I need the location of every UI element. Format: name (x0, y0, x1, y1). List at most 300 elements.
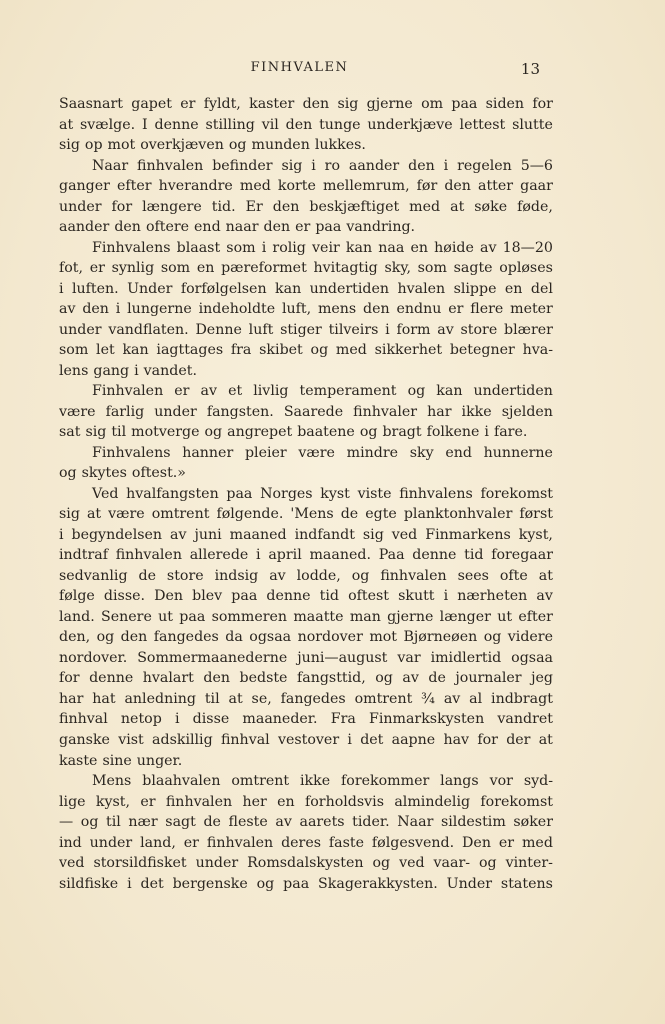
word: tunge (319, 116, 361, 133)
word: av (443, 690, 461, 707)
text-line (59, 874, 553, 895)
word: kyst, (95, 793, 130, 810)
word: vist (118, 731, 144, 748)
word: under (89, 834, 133, 851)
word: mot (369, 629, 398, 646)
word: slippe (453, 280, 497, 297)
word: befinder (212, 157, 273, 174)
word: og (59, 465, 77, 482)
word: oftest (348, 588, 389, 605)
word: siden (485, 96, 525, 112)
word: under (195, 855, 239, 872)
word: efter (518, 608, 553, 625)
word: ganger (59, 178, 110, 195)
word: omtrent (151, 506, 210, 523)
word: Senere (101, 608, 152, 625)
word: som (160, 260, 191, 277)
word: end (194, 219, 221, 236)
text-line (59, 771, 553, 792)
word: aarets (299, 814, 345, 831)
word: en (504, 280, 523, 297)
word: se, (251, 690, 272, 707)
word: under (59, 321, 102, 338)
word: ikke (300, 773, 331, 790)
text-line (59, 792, 553, 813)
word: er (448, 301, 464, 318)
word: høide (434, 239, 474, 256)
word: for (59, 670, 80, 687)
word: angrepet (227, 424, 293, 441)
word: i (59, 280, 64, 297)
word: almindelig (394, 793, 471, 810)
word: hvitagtig (313, 260, 378, 277)
word: i (385, 321, 390, 338)
word: at (86, 506, 102, 523)
word: denne (266, 588, 311, 605)
word: med (239, 178, 271, 195)
word: korte (277, 178, 316, 195)
word: Bjørneøen (403, 629, 478, 646)
word: sildfiske (59, 875, 119, 892)
word: og (256, 875, 275, 892)
text-line (59, 730, 553, 751)
word: der (506, 731, 531, 748)
word: skytes (81, 465, 127, 482)
word: motverge (131, 424, 200, 441)
word: ro (324, 157, 340, 174)
word: længer (439, 608, 491, 625)
word: til (111, 424, 127, 441)
word: fleste (228, 814, 268, 831)
word: disse (192, 711, 230, 728)
word: at (450, 198, 465, 215)
word: i (134, 362, 139, 379)
word: vandet. (143, 362, 197, 379)
word: lungerne (127, 301, 192, 318)
word: finhvalen (137, 157, 204, 174)
word: ofte (499, 567, 528, 584)
text-line (59, 443, 553, 464)
word: av (59, 301, 76, 318)
word: var (397, 649, 421, 666)
word: ikke (461, 403, 492, 420)
word: Finhvalens (92, 444, 171, 461)
word: er (89, 260, 105, 277)
word: og (375, 670, 393, 687)
word: som (226, 239, 256, 256)
word: en (410, 239, 428, 256)
word: kan (275, 280, 302, 297)
word: aander (59, 219, 110, 236)
word: hvalen (397, 280, 446, 297)
word: paa (231, 588, 258, 605)
word: deres (281, 834, 321, 851)
word: tid (464, 547, 484, 564)
word: lettest (459, 116, 506, 133)
word: underkjæve (367, 116, 453, 133)
word: her (242, 793, 267, 810)
word: og (359, 424, 378, 441)
word: nordover. (59, 649, 128, 666)
word: Er (245, 198, 263, 215)
word: beskjæftiget (309, 198, 400, 215)
word: ind (59, 834, 82, 851)
word: finhvalen (206, 834, 274, 851)
word: store (166, 567, 204, 584)
word: før (416, 178, 438, 195)
word: hverandre (158, 178, 233, 195)
word: i (59, 526, 64, 543)
word: paa (451, 96, 478, 112)
word: Under (446, 875, 493, 892)
word: sig (337, 96, 359, 112)
word: mens (317, 301, 357, 318)
word: Mens (92, 773, 132, 790)
word: gjerne (387, 608, 434, 625)
word: vor (489, 773, 513, 790)
word: blev (192, 588, 223, 605)
word: paa (315, 219, 342, 236)
word: ¾ (421, 690, 435, 707)
word: gjerne (366, 96, 413, 112)
word: langs (440, 773, 479, 790)
word: 5—6 (520, 157, 553, 174)
word: kyst (320, 485, 350, 502)
word: hanner (182, 444, 234, 461)
word: er (140, 793, 156, 810)
word: er (183, 834, 199, 851)
word: planktonhvaler (403, 506, 513, 523)
word: for (111, 198, 133, 215)
word: av (402, 670, 419, 687)
word: paa (226, 485, 253, 502)
word: hva- (522, 342, 553, 359)
word: bedste (239, 670, 288, 687)
word: sat (59, 424, 81, 441)
word: sikkerhet (374, 342, 443, 359)
word: ved (399, 855, 425, 872)
word: pleier (244, 444, 287, 461)
word: i (443, 588, 449, 605)
word: og (96, 629, 115, 646)
word: sine (102, 752, 132, 769)
word: ved (59, 855, 85, 872)
word: stilling (205, 116, 255, 133)
text-line (59, 320, 553, 341)
word: mellemrum, (322, 178, 410, 195)
word: kan (436, 383, 463, 400)
word: sildestim (440, 814, 506, 831)
word: sees (457, 567, 489, 584)
text-line (59, 238, 553, 259)
word: sagt (165, 814, 196, 831)
word: ut (497, 608, 513, 625)
word: atter (478, 178, 514, 195)
text-line (59, 751, 553, 772)
word: hat (92, 690, 116, 707)
word: naa (378, 239, 405, 256)
word: stiger (280, 321, 322, 338)
word: at (538, 731, 553, 748)
word: foregaar (491, 547, 553, 564)
word: vandflaten. (108, 321, 189, 338)
text-line (59, 381, 553, 402)
word: end (445, 444, 472, 461)
body-text (59, 94, 553, 894)
word: fare. (493, 424, 528, 441)
word: finhvalen (115, 547, 182, 564)
word: 'Mens (290, 506, 334, 523)
word: Den (154, 588, 184, 605)
word: indbragt (491, 690, 553, 707)
word: den (408, 157, 435, 174)
word: lodde, (296, 567, 341, 584)
text-line (59, 668, 553, 689)
word: forholdsvis (305, 793, 384, 810)
text-line (59, 853, 553, 874)
word: gaar (520, 178, 553, 195)
word: synlig (111, 260, 155, 277)
word: fyldt, (203, 96, 241, 112)
word: og (351, 567, 370, 584)
word: at (538, 567, 553, 584)
word: gapet (131, 96, 172, 112)
word: Saasnart (59, 96, 123, 112)
word: være (108, 506, 145, 523)
word: av (536, 588, 553, 605)
word: vandret (497, 711, 553, 728)
word: endnu (396, 301, 442, 318)
word: forekomst (480, 793, 553, 810)
word: farlig (105, 403, 145, 420)
word: i (261, 239, 267, 256)
word: og (204, 424, 223, 441)
word: man (349, 608, 381, 625)
word: flere (470, 301, 504, 318)
word: av (479, 239, 497, 256)
word: op (84, 137, 103, 154)
word: let (96, 342, 115, 359)
word: juni—august (297, 649, 388, 666)
word: har (59, 690, 84, 707)
word: naar (225, 219, 259, 236)
word: tilveirs (328, 321, 379, 338)
word: syd- (523, 773, 553, 790)
word: den (302, 96, 330, 112)
text-line (59, 812, 553, 833)
word: store (460, 321, 498, 338)
word: av (170, 526, 187, 543)
text-line (59, 504, 553, 525)
word: er (498, 834, 515, 851)
word: lukkes. (314, 137, 366, 154)
word: har (427, 403, 452, 420)
word: da (225, 629, 243, 646)
word: i (347, 731, 352, 748)
word: denne (89, 670, 134, 687)
word: en (196, 260, 215, 277)
word: maaned (229, 526, 287, 543)
word: oftest.» (131, 465, 186, 482)
word: av (437, 321, 454, 338)
word: først (519, 506, 553, 523)
word: vil (261, 116, 279, 133)
word: for (532, 96, 553, 112)
word: temperament (299, 383, 397, 400)
word: maaned. (309, 547, 371, 564)
text-line (59, 566, 553, 587)
word: den (444, 178, 471, 195)
page-number: 13 (520, 60, 540, 78)
word: folkene (426, 424, 480, 441)
word: I (142, 116, 148, 133)
word: viste (357, 485, 392, 502)
text-line (59, 361, 553, 382)
word: til (106, 814, 121, 831)
word: i (115, 301, 121, 318)
text-line (59, 709, 553, 730)
word: undertiden (309, 280, 390, 297)
word: efter (117, 178, 152, 195)
word: oftere (145, 219, 190, 236)
word: og (479, 855, 497, 872)
word: være (298, 444, 335, 461)
word: vaar- (433, 855, 471, 872)
word: baatene (297, 424, 355, 441)
word: den (114, 219, 141, 236)
word: ogsaa (511, 649, 553, 666)
text-line (59, 833, 553, 854)
word: Fra (330, 711, 356, 728)
word: blaahvalen (142, 773, 221, 790)
text-line (59, 115, 553, 136)
word: om (421, 96, 444, 112)
word: de (428, 670, 446, 687)
word: Denne (195, 321, 242, 338)
word: kaster (249, 96, 295, 112)
word: jeg (531, 670, 553, 687)
word: Paa (378, 547, 405, 564)
word: ganske (59, 731, 110, 748)
word: sjelden (501, 403, 553, 420)
word: kan (345, 239, 373, 256)
word: finhvaler (353, 403, 418, 420)
word: ved (391, 526, 418, 543)
word: Finhvalen (92, 383, 164, 400)
text-line (59, 463, 553, 484)
text-line (59, 525, 553, 546)
word: sig (362, 526, 384, 543)
text-line (59, 402, 553, 423)
text-line (59, 340, 553, 361)
word: søker (513, 814, 553, 831)
word: fangsttid, (296, 670, 366, 687)
word: bergenske (172, 875, 248, 892)
text-line (59, 422, 553, 443)
word: indtraf (59, 547, 108, 564)
word: sig (281, 157, 303, 174)
word: Naar (397, 814, 434, 831)
word: til (204, 690, 220, 707)
word: veir (312, 239, 340, 256)
word: den (263, 219, 291, 236)
text-line (59, 279, 553, 300)
word: lige (59, 793, 86, 810)
word: ogsaa (249, 629, 292, 646)
word: opløses (499, 260, 553, 277)
word: indsig (214, 567, 259, 584)
word: sedvanlig (59, 567, 128, 584)
word: undertiden (473, 383, 553, 400)
word: en (277, 793, 295, 810)
word: del (530, 280, 553, 297)
word: i (484, 424, 489, 441)
word: nordover (297, 629, 363, 646)
word: i (256, 547, 261, 564)
text-line (59, 484, 553, 505)
word: — (59, 814, 74, 831)
word: den, (59, 629, 91, 646)
word: paa (283, 875, 310, 892)
word: statens (500, 875, 553, 892)
word: allerede (189, 547, 249, 564)
word: med (521, 834, 553, 851)
word: 18—20 (502, 239, 553, 256)
word: indeholdte (198, 301, 276, 318)
word: regelen (457, 157, 512, 174)
word: følgesvend. (371, 834, 455, 851)
word: som (417, 260, 447, 277)
running-title: FINHVALEN (250, 60, 349, 75)
word: blærer (504, 321, 553, 338)
word: og (228, 137, 247, 154)
word: Finmarkskysten (368, 711, 485, 728)
word: vestover (277, 731, 340, 748)
word: rolig (272, 239, 306, 256)
word: de (340, 506, 359, 523)
word: tid. (211, 198, 236, 215)
word: form (396, 321, 431, 338)
word: for (477, 731, 498, 748)
word: den (120, 629, 148, 646)
word: skutt (398, 588, 435, 605)
word: tid (319, 588, 339, 605)
word: med (335, 342, 367, 359)
word: av (200, 383, 217, 400)
word: under (154, 403, 197, 420)
word: at (59, 116, 74, 133)
text-line (59, 156, 553, 177)
word: luft (248, 321, 274, 338)
word: storsildfisket (93, 855, 187, 872)
word: fot, (59, 260, 84, 277)
word: av (275, 814, 292, 831)
word: kyst, (518, 526, 553, 543)
word: maatte (293, 608, 344, 625)
word: vinter- (505, 855, 553, 872)
word: og (407, 383, 426, 400)
word: indfandt (294, 526, 355, 543)
word: tider. (352, 814, 390, 831)
word: maaneder. (242, 711, 318, 728)
word: i (311, 157, 316, 174)
word: svælge. (80, 116, 136, 133)
word: det (360, 731, 384, 748)
word: Den (462, 834, 491, 851)
word: mindre (346, 444, 399, 461)
word: sig (59, 137, 80, 154)
word: unger. (136, 752, 183, 769)
